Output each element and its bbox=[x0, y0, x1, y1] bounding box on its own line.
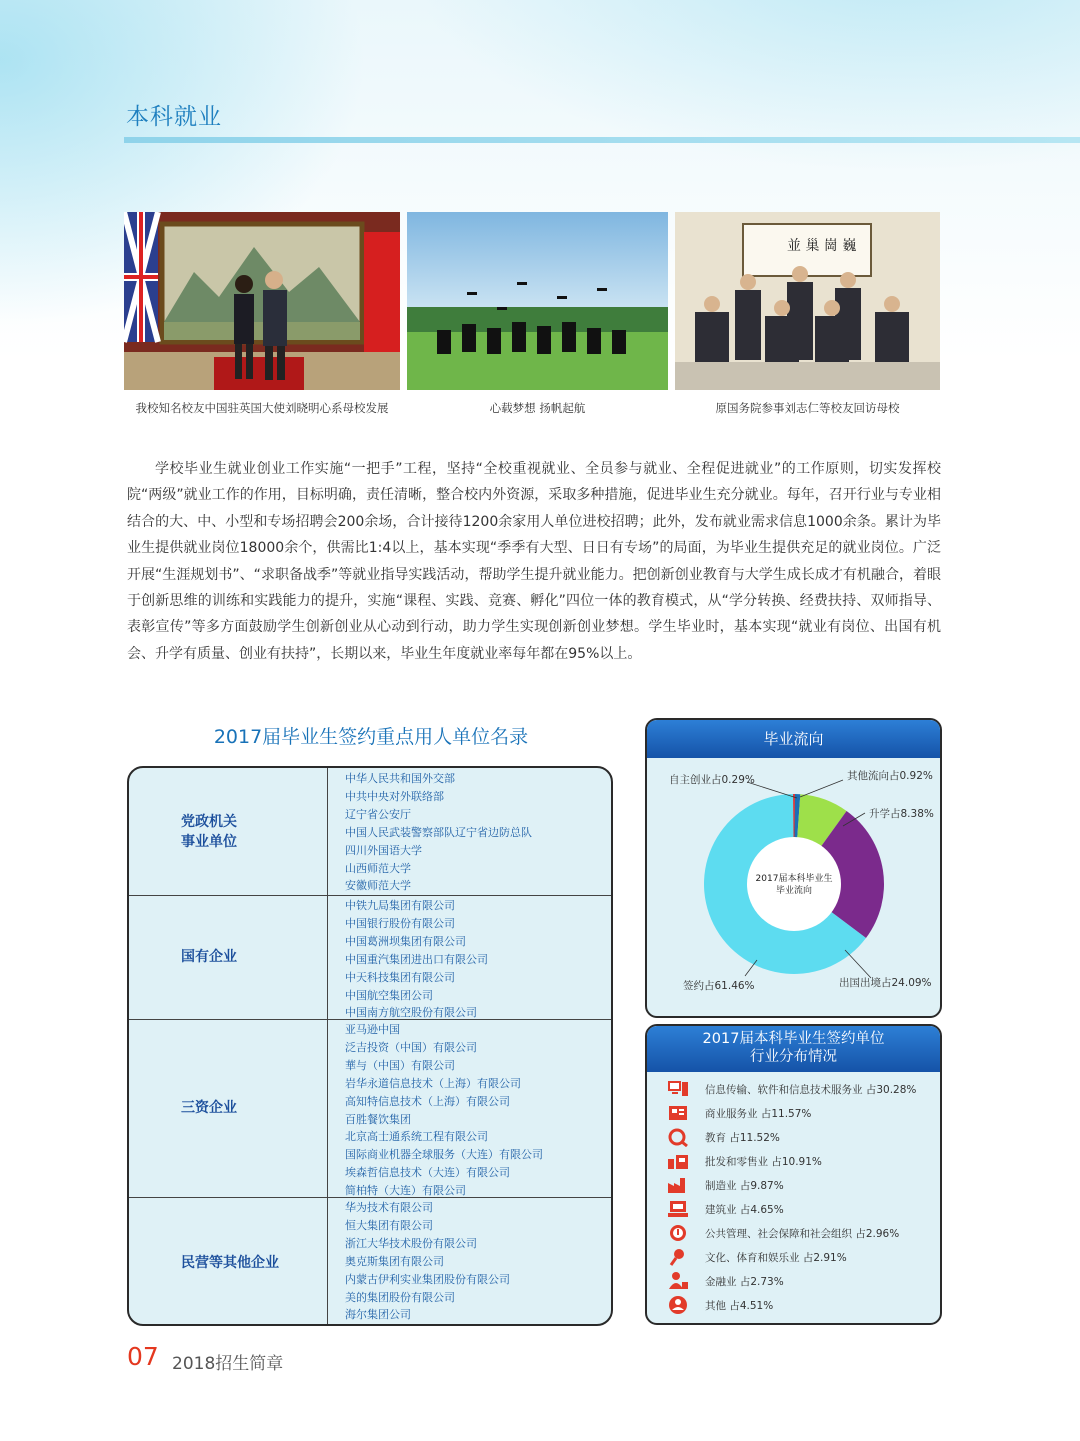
factory-icon bbox=[667, 1175, 689, 1195]
flow-label-abroad: 出国出境占24.09% bbox=[839, 977, 932, 989]
photo-caption-1: 我校知名校友中国驻英国大使刘晓明心系母校发展 bbox=[135, 401, 389, 415]
computer-icon bbox=[667, 1079, 689, 1099]
industry-row: 教育 占11.52% bbox=[667, 1126, 780, 1148]
flow-label-further-study: 升学占8.38% bbox=[869, 808, 934, 820]
category-name: 党政机关 事业单位 bbox=[181, 813, 237, 850]
flow-panel bbox=[645, 718, 942, 1018]
industry-row: 建筑业 占4.65% bbox=[667, 1198, 784, 1220]
industry-row: 信息传输、软件和信息技术服务业 占30.28% bbox=[667, 1078, 916, 1100]
section-title: 本科就业 bbox=[126, 104, 222, 130]
svg-text:並 巢 崗 巍: 並 巢 崗 巍 bbox=[787, 238, 857, 254]
industry-panel-title: 2017届本科毕业生签约单位 行业分布情况 bbox=[647, 1026, 940, 1072]
category-name: 国有企业 bbox=[181, 949, 237, 965]
category-row bbox=[129, 768, 611, 896]
flow-label-self-employed: 自主创业占0.29% bbox=[669, 774, 755, 786]
donut-center-line2: 毕业流向 bbox=[775, 886, 813, 896]
category-items: 中华人民共和国外交部 中共中央对外联络部 辽宁省公安厅 中国人民武装警察部队辽宁省边防总队 四川外国语大学 山西师范大学 安徽师范大学 bbox=[345, 772, 532, 893]
donut-center-line1: 2017届本科毕业生 bbox=[755, 874, 833, 884]
industry-row: 商业服务业 占11.57% bbox=[667, 1102, 811, 1124]
industry-row: 公共管理、社会保障和社会组织 占2.96% bbox=[667, 1222, 899, 1244]
category-row bbox=[129, 1019, 611, 1198]
employers-title: 2017届毕业生签约重点用人单位名录 bbox=[213, 726, 529, 748]
footer-title: 2018招生简章 bbox=[172, 1354, 284, 1374]
flow-label-other: 其他流向占0.92% bbox=[847, 770, 933, 782]
retail-icon bbox=[667, 1151, 689, 1171]
industry-row: 其他 占4.51% bbox=[667, 1294, 773, 1316]
employers-table bbox=[127, 766, 613, 1326]
flow-panel-title: 毕业流向 bbox=[647, 720, 940, 758]
category-items: 华为技术有限公司 恒大集团有限公司 浙江大华技术股份有限公司 奥克斯集团有限公司 内蒙古伊利实业集团股份有限公司 美的集团股份有限公司 海尔集团公司 bbox=[345, 1201, 510, 1322]
education-icon bbox=[667, 1127, 689, 1147]
public-admin-icon bbox=[667, 1223, 689, 1243]
photo-caption-2: 心载梦想 扬帆起航 bbox=[489, 401, 586, 415]
category-items: 中铁九局集团有限公司 中国银行股份有限公司 中国葛洲坝集团有限公司 中国重汽集团进出口有限公司 中天科技集团有限公司 中国航空集团公司 中国南方航空股份有限公司 bbox=[345, 899, 488, 1020]
title-rule bbox=[124, 137, 1080, 143]
industry-row: 制造业 占9.87% bbox=[667, 1174, 784, 1196]
category-name: 民营等其他企业 bbox=[181, 1254, 279, 1271]
photo-ambassador bbox=[124, 212, 400, 390]
shop-icon bbox=[667, 1103, 689, 1123]
category-items: 亚马逊中国 泛吉投资（中国）有限公司 華与（中国）有限公司 岩华永道信息技术（上海）有限公司 高知特信息技术（上海）有限公司 百胜餐饮集团 北京高士通系统工程有限公司 国际商业机器全球服务（大连）有限公司 埃森哲信息技术（大连）有限公司 简柏特（大连）有限公司 bbox=[345, 1023, 543, 1198]
intro-paragraph: 学校毕业生就业创业工作实施“一把手”工程，坚持“全校重视就业、全员参与就业、全程促进就业”的工作原则，切实发挥校院“两级”就业工作的作用，目标明确，责任清晰，整合校内外资源，采取多种措施，促进毕业生充分就业。每年，召开行业与专业相结合的大、中、小型和专场招聘会200余场，合计接待1200余家用人单位进校招聘；此外，发布就业需求信息1000余条。累计为毕业生提供就业岗位18000余个，供需比1:4以上，基本实现“季季有大型、日日有专场”的局面，为毕业生提供充足的就业岗位。广泛开展“生涯规划书”、“求职备战季”等就业指导实践活动，帮助学生提升就业能力。把创新创业教育与大学生成长成才有机融合，着眼于创新思维的训练和实践能力的提升，实施“课程、实践、竞赛、孵化”四位一体的教育模式，从“学分转换、经费扶持、双师指导、表彰宣传”等多方面鼓励学生创新创业从心动到行动，助力学生实现创新创业梦想。学生毕业时，基本实现“就业有岗位、出国有机会、升学有质量、创业有扶持”，长期以来，毕业生年度就业率每年都在95%以上。 bbox=[127, 461, 941, 662]
category-row bbox=[129, 895, 611, 1020]
industry-row: 批发和零售业 占10.91% bbox=[667, 1150, 822, 1172]
page-number: 07 bbox=[127, 1342, 159, 1371]
category-name: 三资企业 bbox=[181, 1100, 237, 1116]
construction-icon bbox=[667, 1199, 689, 1219]
photo-caption-3: 原国务院参事刘志仁等校友回访母校 bbox=[715, 401, 900, 415]
industry-row: 文化、体育和娱乐业 占2.91% bbox=[667, 1246, 847, 1268]
other-icon bbox=[667, 1295, 689, 1315]
industry-row: 金融业 占2.73% bbox=[667, 1270, 784, 1292]
industry-panel bbox=[645, 1024, 942, 1325]
photo-alumni-visit bbox=[675, 212, 940, 390]
finance-icon bbox=[667, 1271, 689, 1291]
photo-graduation bbox=[407, 212, 668, 390]
flow-label-signed: 签约占61.46% bbox=[683, 980, 755, 992]
culture-icon bbox=[667, 1247, 689, 1267]
category-row bbox=[129, 1197, 611, 1326]
